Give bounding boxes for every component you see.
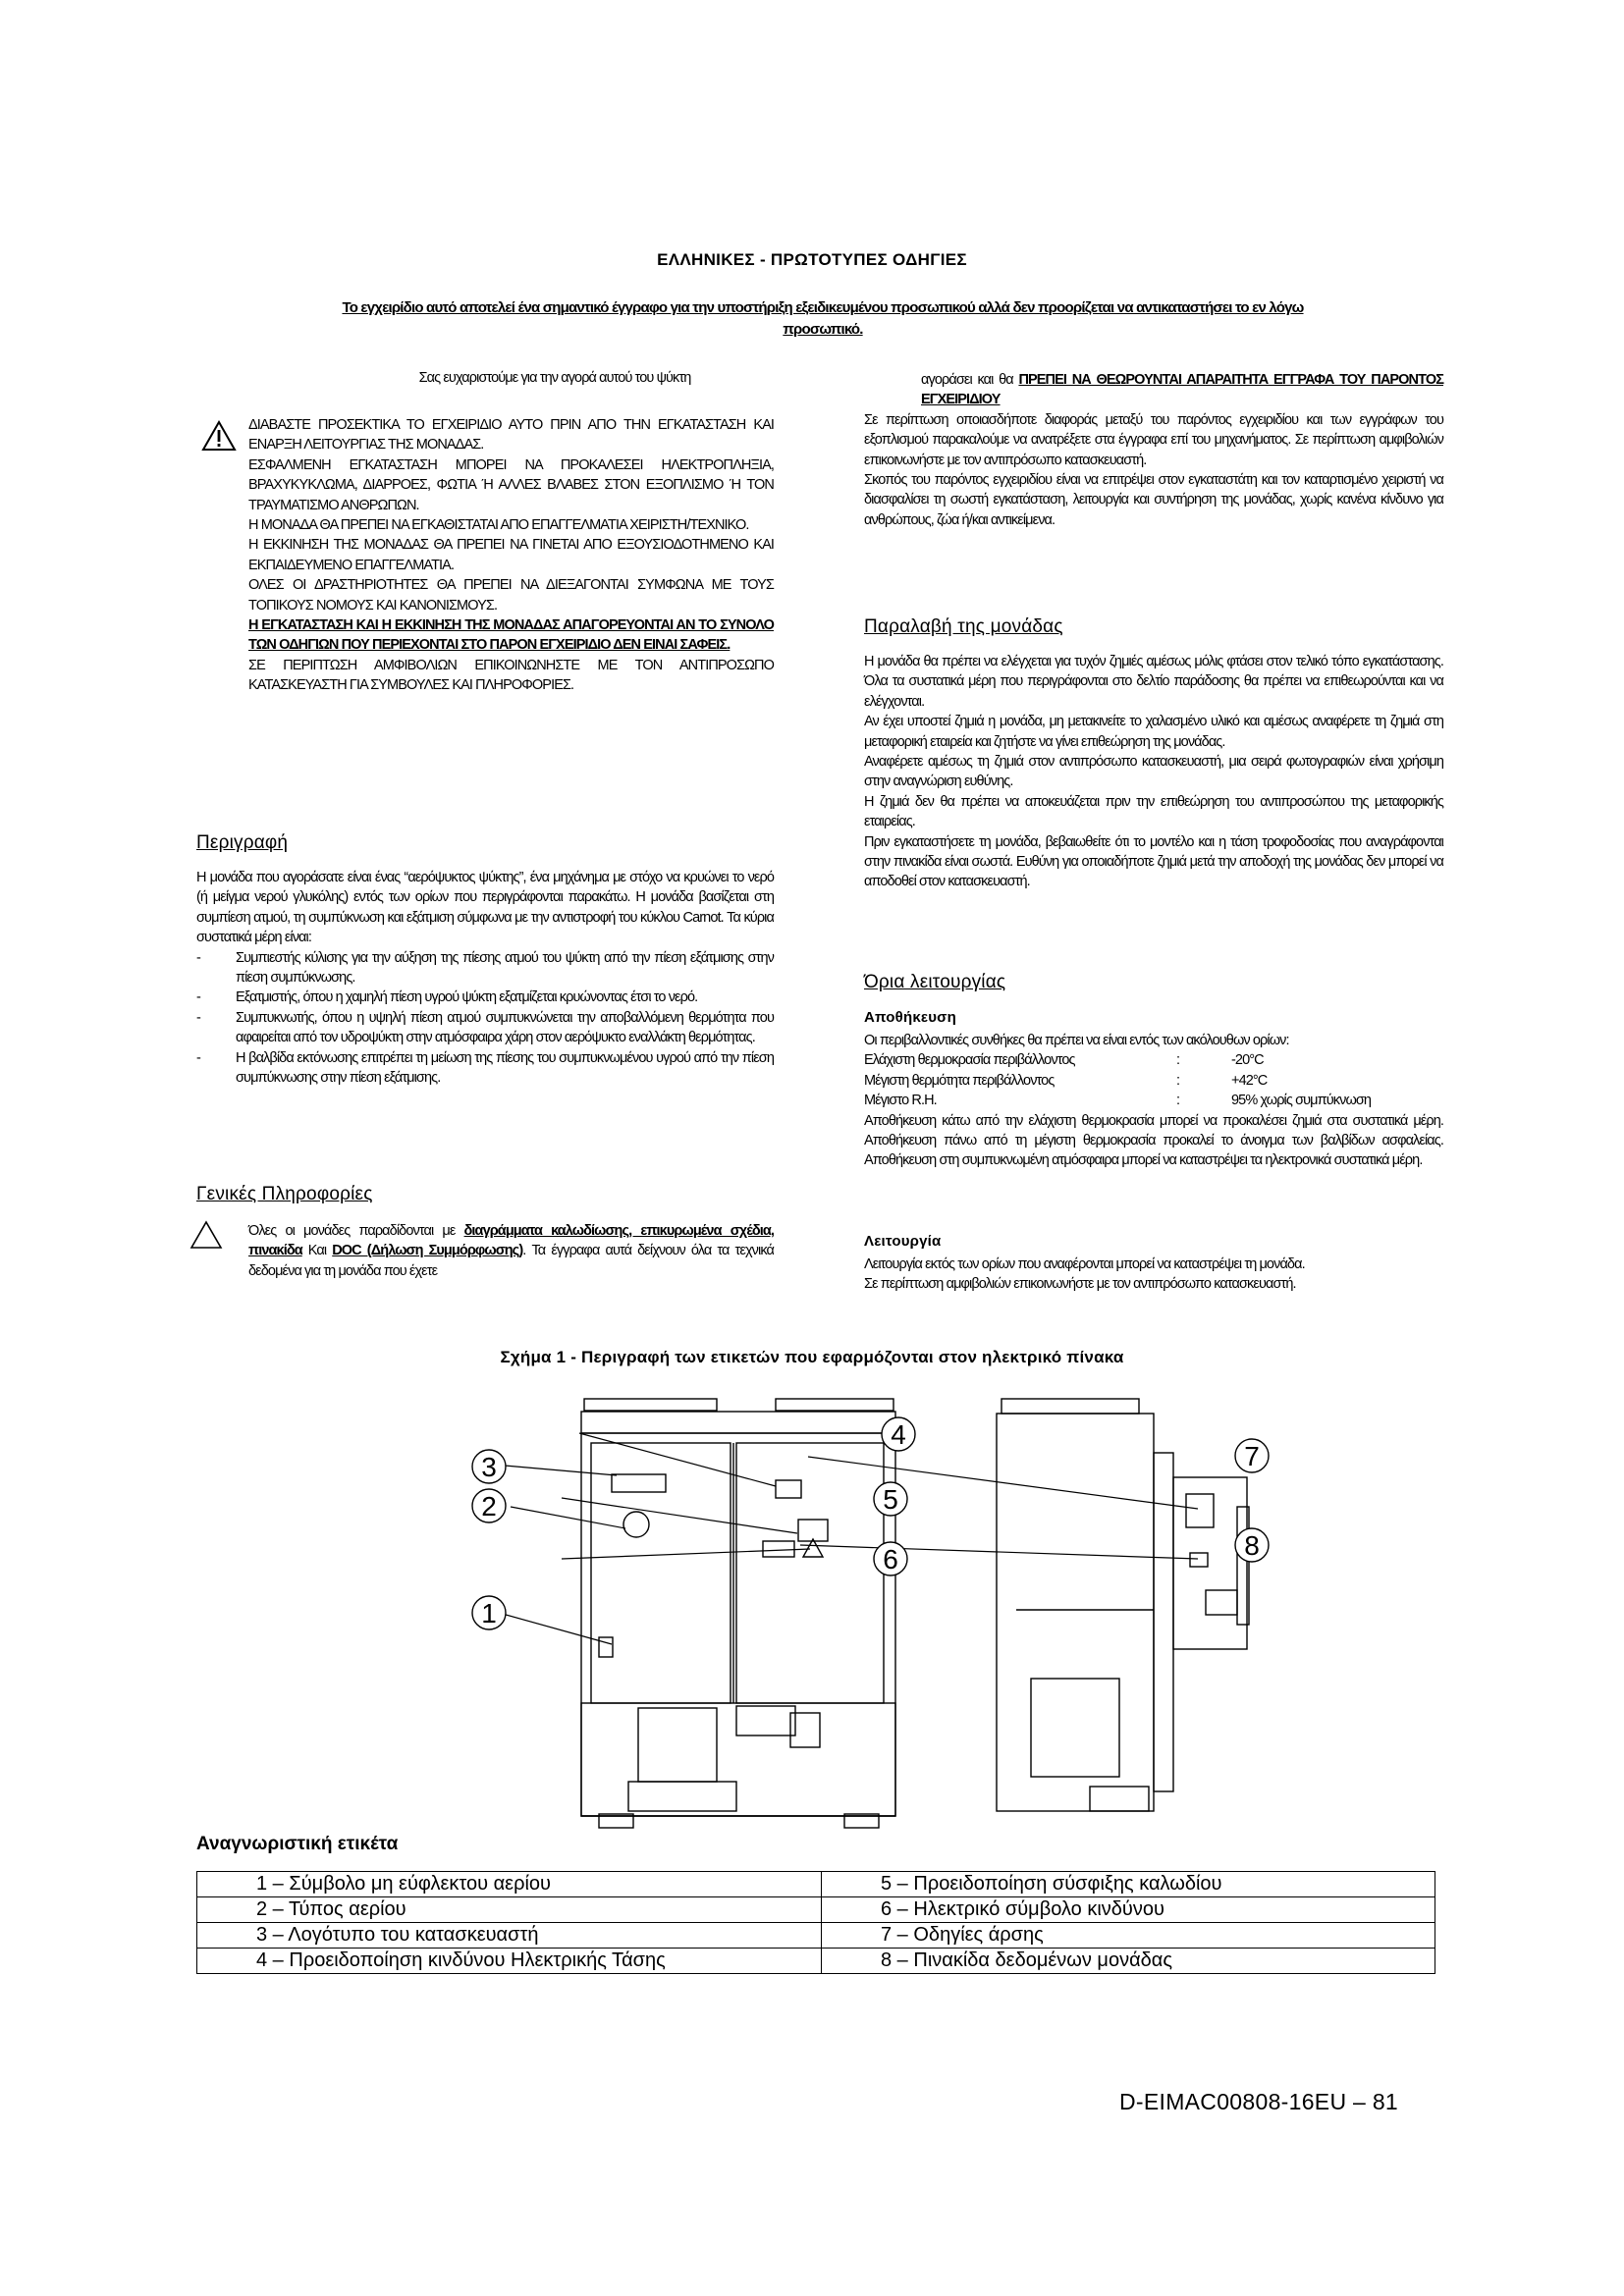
callout-4 [882,1417,915,1451]
intro-note [244,297,1402,341]
callout-6 [874,1542,907,1575]
thanks-line: Σας ευχαριστούμε για την αγορά αυτού του ψύκτη [418,370,691,386]
callout-8 [1235,1528,1269,1562]
side-panel [1173,1477,1247,1649]
warning-block [248,415,774,696]
svg-text:3: 3 [481,1452,497,1482]
label-7-plate [1186,1494,1214,1527]
description-text: Η μονάδα που αγοράσατε είναι ένας “αερόψυκτος ψύκτης”, ένα μηχάνημα με στόχο να κρυώνει το νερό (ή μείγμα νερού γλυκόλης) εντός των ορίων που περιγράφονται παρακάτω. Η μονάδα βασίζεται στη συμπίεση ατμού, τη συμπύκνωση και εξάτμιση σύμφωνα με την αντιστροφή του κύκλου Carnot. Τα κύρια συστατικά μέρη είναι: [196,870,774,946]
label-4-plate [776,1480,801,1498]
storage-row: Μέγιστο R.H. : 95% χωρίς συμπύκνωση [864,1093,1372,1109]
intro-line-2: προσωπικό. [783,321,863,338]
unit-body [581,1433,895,1816]
label-3-plate [612,1474,666,1492]
section-title-general: Γενικές Πληροφορίες [196,1184,373,1204]
right-paragraph: Σε περίπτωση οποιασδήποτε διαφοράς μεταξύ του παρόντος εγχειριδίου και των εγγράφων του εξοπλισμού παρακαλούμε να ανατρέξετε στα έγγραφα επί του μηχανήματος. Σε περίπτωση αμφιβολιών επικοινωνήστε με τον αντιπρόσωπο κατασκευαστή. [864,411,1443,468]
fan-top-right [776,1399,893,1411]
svg-text:5: 5 [883,1484,898,1515]
right-column: αγοράσει και θα ΠΡΕΠΕΙ ΝΑ ΘΕΩΡΟΥΝΤΑΙ ΑΠΑΡΑΙΤΗΤΑ ΕΓΓΡΑΦΑ ΤΟΥ ΠΑΡΟΝΤΟΣ ΕΓΧΕΙΡΙΔΙΟΥ Σε περίπτωση οποιασδήποτε διαφοράς μεταξύ του παρόντος εγχειριδίου και των εγγράφων του εξοπλισμού παρακαλούμε να ανατρέξετε στα έγγραφα επί του μηχανήματος. Σε περίπτωση αμφιβολιών επικοινωνήστε με τον αντιπρόσωπο κατασκευαστή. Σκοπός του παρόντος εγχειριδίου είναι να επιτρέψει στον εγκαταστάτη και τον καταρτισμένο χειριστή να διασφαλίσει τη σωστή εγκατάσταση, λειτουργία και συντήρηση της μονάδας, χωρίς κανένα κίνδυνο για ανθρώπους, ζώα ή/και αντικείμενα. [864,370,1443,530]
description-block [196,868,774,1088]
warning-bold: Η ΕΓΚΑΤΑΣΤΑΣΗ ΚΑΙ Η ΕΚΚΙΝΗΣΗ ΤΗΣ ΜΟΝΑΔΑΣ ΑΠΑΓΟΡΕΥΟΝΤΑΙ ΑΝ ΤΟ ΣΥΝΟΛΟ ΤΩΝ ΟΔΗΓΙΩΝ ΠΟΥ ΠΕΡΙΕΧΟΝΤΑΙ ΣΤΟ ΠΑΡΟΝ ΕΓΧΕΙΡΙΔΙΟ ΔΕΝ ΕΙΝΑΙ ΣΑΦΕΙΣ. [248,617,774,654]
docs-link: διαγράμματα καλωδίωσης, επικυρωμένα σχέδια, πινακίδα [248,1223,774,1259]
section-title-description: Περιγραφή [196,832,289,853]
list-item: - Εξατμιστής, όπου η χαμηλή πίεση υγρού ψύκτη εξατμίζεται κρυώνοντας έτσι το νερό. [196,989,698,1006]
subsection-storage: Αποθήκευση [864,1009,956,1026]
svg-text:1: 1 [481,1598,497,1629]
callout-1 [472,1596,506,1629]
storage-row: Μέγιστη θερμότητα περιβάλλοντος : +42°C [864,1072,1268,1089]
required-docs: ΠΡΕΠΕΙ ΝΑ ΘΕΩΡΟΥΝΤΑΙ ΑΠΑΡΑΙΤΗΤΑ ΕΓΓΡΑΦΑ ΤΟΥ ΠΑΡΟΝΤΟΣ ΕΓΧΕΙΡΙΔΙΟΥ [921,372,1443,408]
storage-block: Οι περιβαλλοντικές συνθήκες θα πρέπει να είναι εντός των ακόλουθων ορίων: Ελάχιστη θερμοκρασία περιβάλλοντος : -20°C Μέγιστη θερμότητα περιβάλλοντος : +42°C Μέγιστο R.H. : 95% χωρίς συμπύκνωση Αποθήκευση κάτω από την ελάχιστη θερμοκρασία μπορεί να προκαλέσει ζημιά στα συστατικά μέρη. Αποθήκευση πάνω από τη μέγιστη θερμοκρασία προκαλεί το άνοιγμα των βαλβίδων ασφαλείας. Αποθήκευση στη συμπυκνωμένη ατμόσφαιρα μπορεί να καταστρέψει τα ηλεκτρονικά συστατικά μέρη. [864,1033,1443,1169]
warning-end: ΣΕ ΠΕΡΙΠΤΩΣΗ ΑΜΦΙΒΟΛΙΩΝ ΕΠΙΚΟΙΝΩΝΗΣΤΕ ΜΕ ΤΟΝ ΑΝΤΙΠΡΟΣΩΠΟ ΚΑΤΑΣΚΕΥΑΣΤΗ ΓΙΑ ΣΥΜΒΟΥΛΕΣ ΚΑΙ ΠΛΗΡΟΦΟΡΙΕΣ. [248,657,774,694]
general-info-block: Όλες οι μονάδες παραδίδονται με διαγράμματα καλωδίωσης, επικυρωμένα σχέδια, πινακίδα Και DOC (Δήλωση Συμμόρφωσης). Τα έγγραφα αυτά δείχνουν όλα τα τεχνικά δεδομένα για τη μονάδα που έχετε [248,1223,774,1279]
list-item: - Συμπυκνωτής, όπου η υψηλή πίεση ατμού συμπυκνώνεται την αποβαλλόμενη θερμότητα που αφαιρείται από τον υδροψύκτη στην ατμόσφαιρα χάρη στον αερόψυκτο εναλλάκτη θερμότητας. [196,1009,774,1046]
callout-5 [874,1482,907,1516]
warning-line: Η ΕΚΚΙΝΗΣΗ ΤΗΣ ΜΟΝΑΔΑΣ ΘΑ ΠΡΕΠΕΙ ΝΑ ΓΙΝΕΤΑΙ ΑΠΟ ΕΞΟΥΣΙΟΔΟΤΗΜΕΝΟ ΚΑΙ ΕΚΠΑΙΔΕΥΜΕΝΟ ΕΠΑΓΓΕΛΜΑΤΙΑ. [248,537,774,573]
right-paragraph: Σκοπός του παρόντος εγχειριδίου είναι να επιτρέψει στον εγκαταστάτη και τον καταρτισμένο χειριστή να διασφαλίσει τη σωστή εγκατάσταση, λειτουργία και συντήρηση της μονάδας, χωρίς κανένα κίνδυνο για ανθρώπους, ζώα ή/και αντικείμενα. [864,472,1443,528]
document-title: ΕΛΛΗΝΙΚΕΣ - ΠΡΩΤΟΤΥΠΕΣ ΟΔΗΓΙΕΣ [657,250,967,269]
table-row: 3 – Λογότυπο του κατασκευαστή 7 – Οδηγίες άρσης [197,1923,1435,1949]
warning-icon [201,420,237,452]
warning-line: ΕΣΦΑΛΜΕΝΗ ΕΓΚΑΤΑΣΤΑΣΗ ΜΠΟΡΕΙ ΝΑ ΠΡΟΚΑΛΕΣΕΙ ΗΛΕΚΤΡΟΠΛΗΞΙΑ, ΒΡΑΧΥΚΥΚΛΩΜΑ, ΔΙΑΡΡΟΕΣ, ΦΩΤΙΑ Ή ΑΛΛΕΣ ΒΛΑΒΕΣ ΣΤΟΝ ΕΞΟΠΛΙΣΜΟ Ή ΤΟΝ ΤΡΑΥΜΑΤΙΣΜΟ ΑΝΘΡΩΠΩΝ. [248,456,774,513]
table-row: 1 – Σύμβολο μη εύφλεκτου αερίου 5 – Προειδοποίηση σύσφιξης καλωδίου [197,1872,1435,1897]
warning-line: ΟΛΕΣ ΟΙ ΔΡΑΣΤΗΡΙΟΤΗΤΕΣ ΘΑ ΠΡΕΠΕΙ ΝΑ ΔΙΕΞΑΓΟΝΤΑΙ ΣΥΜΦΩΝΑ ΜΕ ΤΟΥΣ ΤΟΠΙΚΟΥΣ ΝΟΜΟΥΣ ΚΑΙ ΚΑΝΟΝΙΣΜΟΥΣ. [248,577,774,614]
callout-2 [472,1489,506,1522]
label-8-plate [1190,1553,1208,1567]
operation-block: Λειτουργία εκτός των ορίων που αναφέρονται μπορεί να καταστρέψει τη μονάδα. Σε περίπτωση αμφιβολιών επικοινωνήστε με τον αντιπρόσωπο κατασκευαστή. [864,1256,1305,1293]
receiving-block: Η μονάδα θα πρέπει να ελέγχεται για τυχόν ζημιές αμέσως μόλις φτάσει στον τελικό τόπο εγκατάστασης. Όλα τα συστατικά μέρη που περιγράφονται στο δελτίο παράδοσης θα πρέπει να επιθεωρούνται και να ελέγχονται. Αν έχει υποστεί ζημιά η μονάδα, μη μετακινείτε το χαλασμένο υλικό και αμέσως αναφέρετε τη ζημιά στη μεταφορική εταιρεία και ζητήστε να γίνει επιθεώρηση της μονάδας. Αναφέρετε αμέσως τη ζημιά στον αντιπρόσωπο κατασκευαστή, μια σειρά φωτογραφιών είναι χρήσιμη στην αναγνώριση ευθύνης. Η ζημιά δεν θα πρέπει να αποκευάζεται πριν την επιθεώρηση του αντιπροσώπου της μεταφορικής εταιρείας. Πριν εγκαταστήσετε τη μονάδα, βεβαιωθείτε ότι το μοντέλο και η τάση τροφοδοσίας που αναγράφονται στην πινακίδα είναι σωστά. Ευθύνη για οποιαδήποτε ζημιά μετά την αποδοχή της μονάδας δεν μπορεί να αποδοθεί στον κατασκευαστή. [864,654,1443,890]
table-row: 4 – Προειδοποίηση κινδύνου Ηλεκτρικής Τάσης 8 – Πινακίδα δεδομένων μονάδας [197,1949,1435,1974]
figure-caption: Σχήμα 1 - Περιγραφή των ετικετών που εφαρμόζονται στον ηλεκτρικό πίνακα [500,1348,1124,1366]
id-label-title: Αναγνωριστική ετικέτα [196,1834,399,1854]
caution-triangle-icon [189,1220,223,1250]
intro-line-1: Το εγχειρίδιο αυτό αποτελεί ένα σημαντικό έγγραφο για την υποστήριξη εξειδικευμένου προσωπικού αλλά δεν προορίζεται να αντικαταστήσει το εν λόγω [342,299,1304,316]
fan-top-left [584,1399,717,1411]
storage-row: Ελάχιστη θερμοκρασία περιβάλλοντος : -20°C [864,1052,1264,1069]
top-frame [581,1412,895,1433]
svg-text:6: 6 [883,1544,898,1575]
warning-line: ΔΙΑΒΑΣΤΕ ΠΡΟΣΕΚΤΙΚΑ ΤΟ ΕΓΧΕΙΡΙΔΙΟ ΑΥΤΟ ΠΡΙΝ ΑΠΟ ΤΗΝ ΕΓΚΑΤΑΣΤΑΣΗ ΚΑΙ ΕΝΑΡΞΗ ΛΕΙΤΟΥΡΓΙΑΣ ΤΗΣ ΜΟΝΑΔΑΣ. [248,417,774,454]
page-footer: D-EIMAC00808-16EU – 81 [1119,2089,1399,2114]
section-title-receiving: Παραλαβή της μονάδας [864,616,1063,637]
callout-3 [472,1450,506,1483]
callout-7 [1235,1439,1269,1472]
labels-table [196,1871,1435,1974]
side-body [997,1414,1154,1811]
label-2-circle [623,1512,649,1537]
svg-text:4: 4 [891,1419,906,1450]
svg-text:7: 7 [1244,1441,1260,1471]
unit-diagram [452,1394,1276,1831]
list-item: - Συμπιεστής κύλισης για την αύξηση της πίεσης ατμού του ψύκτη από την πίεση εξάτμισης στην πίεση συμπύκνωσης. [196,949,774,987]
list-item: - Η βαλβίδα εκτόνωσης επιτρέπει τη μείωση της πίεσης του συμπυκνωμένου υγρού από την πίεση συμπύκνωσης στην πίεση εξάτμισης. [196,1049,774,1087]
subsection-operation: Λειτουργία [864,1233,942,1250]
warning-line: Η ΜΟΝΑΔΑ ΘΑ ΠΡΕΠΕΙ ΝΑ ΕΓΚΑΘΙΣΤΑΤΑΙ ΑΠΟ ΕΠΑΓΓΕΛΜΑΤΙΑ ΧΕΙΡΙΣΤΗ/ΤΕΧΝΙΚΟ. [248,517,749,534]
doc-declaration: DOC (Δήλωση Συμμόρφωσης) [332,1243,523,1259]
svg-text:2: 2 [481,1491,497,1522]
svg-text:8: 8 [1244,1530,1260,1561]
table-row: 2 – Τύπος αερίου 6 – Ηλεκτρικό σύμβολο κινδύνου [197,1897,1435,1923]
section-title-limits: Όρια λειτουργίας [864,972,1006,992]
